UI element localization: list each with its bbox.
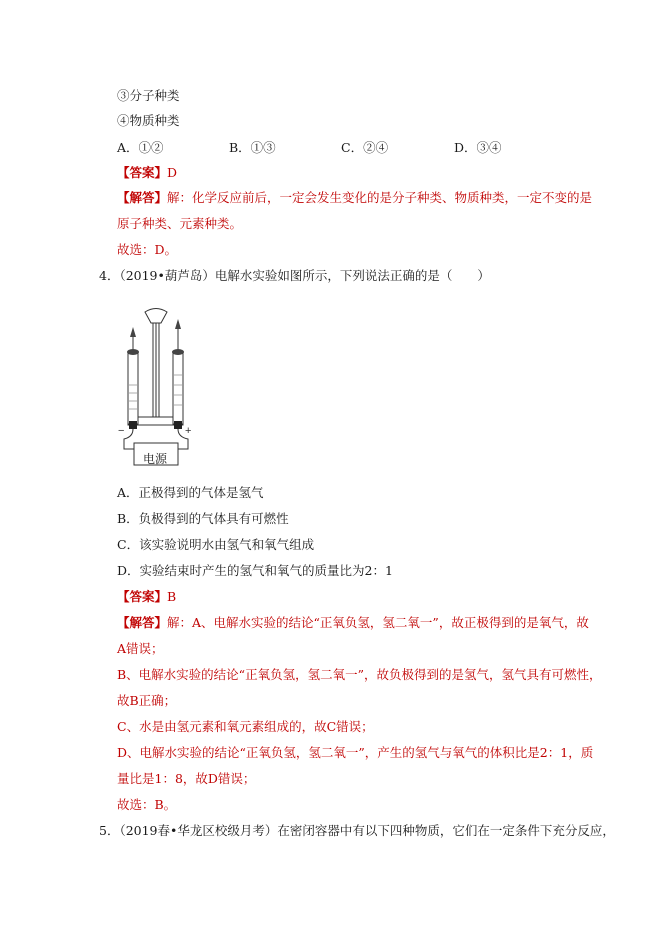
left-tube <box>128 352 138 424</box>
q3-item-3: ③分子种类 <box>117 88 180 103</box>
q3-option-d: D．③④ <box>454 140 502 155</box>
answer-value: D <box>167 165 178 180</box>
q4-option-d: D．实验结束时产生的氢气和氧气的质量比为2：1 <box>117 563 393 578</box>
analysis-tag: 【解答】 <box>117 615 168 630</box>
right-tube <box>173 352 183 424</box>
minus-sign: − <box>118 425 125 437</box>
negative-electrode <box>129 421 137 429</box>
analysis-text: 解：A、电解水实验的结论“正氧负氢，氢二氧一”，故正极得到的是氧气，故 <box>167 615 589 630</box>
reservoir-funnel <box>145 309 167 324</box>
q4-conclusion: 故选：B。 <box>117 797 177 812</box>
q5-stem: 5．（2019春•华龙区校级月考）在密闭容器中有以下四种物质，它们在一定条件下充分反应， <box>99 823 615 838</box>
q4-analysis-line-6: D、电解水实验的结论“正氧负氢，氢二氧一”，产生的氢气与氧气的体积比是2：1，质 <box>117 745 594 760</box>
q3-option-c: C．②④ <box>341 140 389 155</box>
q3-item-4: ④物质种类 <box>117 113 180 128</box>
plus-sign: + <box>185 425 192 437</box>
answer-tag: 【答案】 <box>117 165 168 180</box>
answer-value: B <box>167 589 177 604</box>
answer-tag: 【答案】 <box>117 589 168 604</box>
q4-stem: 4．（2019•葫芦岛）电解水实验如图所示，下列说法正确的是（ ） <box>99 268 490 283</box>
q3-answer <box>117 165 177 181</box>
q4-analysis-line-1 <box>117 615 589 631</box>
q3-option-b: B．①③ <box>229 140 276 155</box>
q4-analysis-line-3: B、电解水实验的结论“正氧负氢，氢二氧一”，故负极得到的是氢气，氢气具有可燃性， <box>117 667 602 682</box>
q4-answer <box>117 589 176 605</box>
electrolysis-apparatus-figure <box>112 297 212 469</box>
analysis-text: 解：化学反应前后，一定会发生变化的是分子种类、物质种类，一定不变的是 <box>167 190 593 205</box>
q4-option-b: B．负极得到的气体具有可燃性 <box>117 511 289 526</box>
q4-analysis-line-4: 故B正确； <box>117 693 177 708</box>
q4-analysis-line-7: 量比是1：8，故D错误； <box>117 771 256 786</box>
q3-analysis-line-2: 原子种类、元素种类。 <box>117 216 243 231</box>
q4-analysis-line-2: A错误； <box>117 641 164 656</box>
power-supply-label: 电源 <box>143 452 168 466</box>
positive-electrode <box>174 421 182 429</box>
q3-analysis-line-1 <box>117 190 592 206</box>
q4-analysis-line-5: C、水是由氢元素和氧元素组成的，故C错误； <box>117 719 374 734</box>
q4-option-a: A．正极得到的气体是氢气 <box>117 485 264 500</box>
analysis-tag: 【解答】 <box>117 190 168 205</box>
q3-option-a: A．①② <box>117 140 164 155</box>
q4-option-c: C．该实验说明水由氢气和氧气组成 <box>117 537 315 552</box>
q3-conclusion: 故选：D。 <box>117 242 178 257</box>
